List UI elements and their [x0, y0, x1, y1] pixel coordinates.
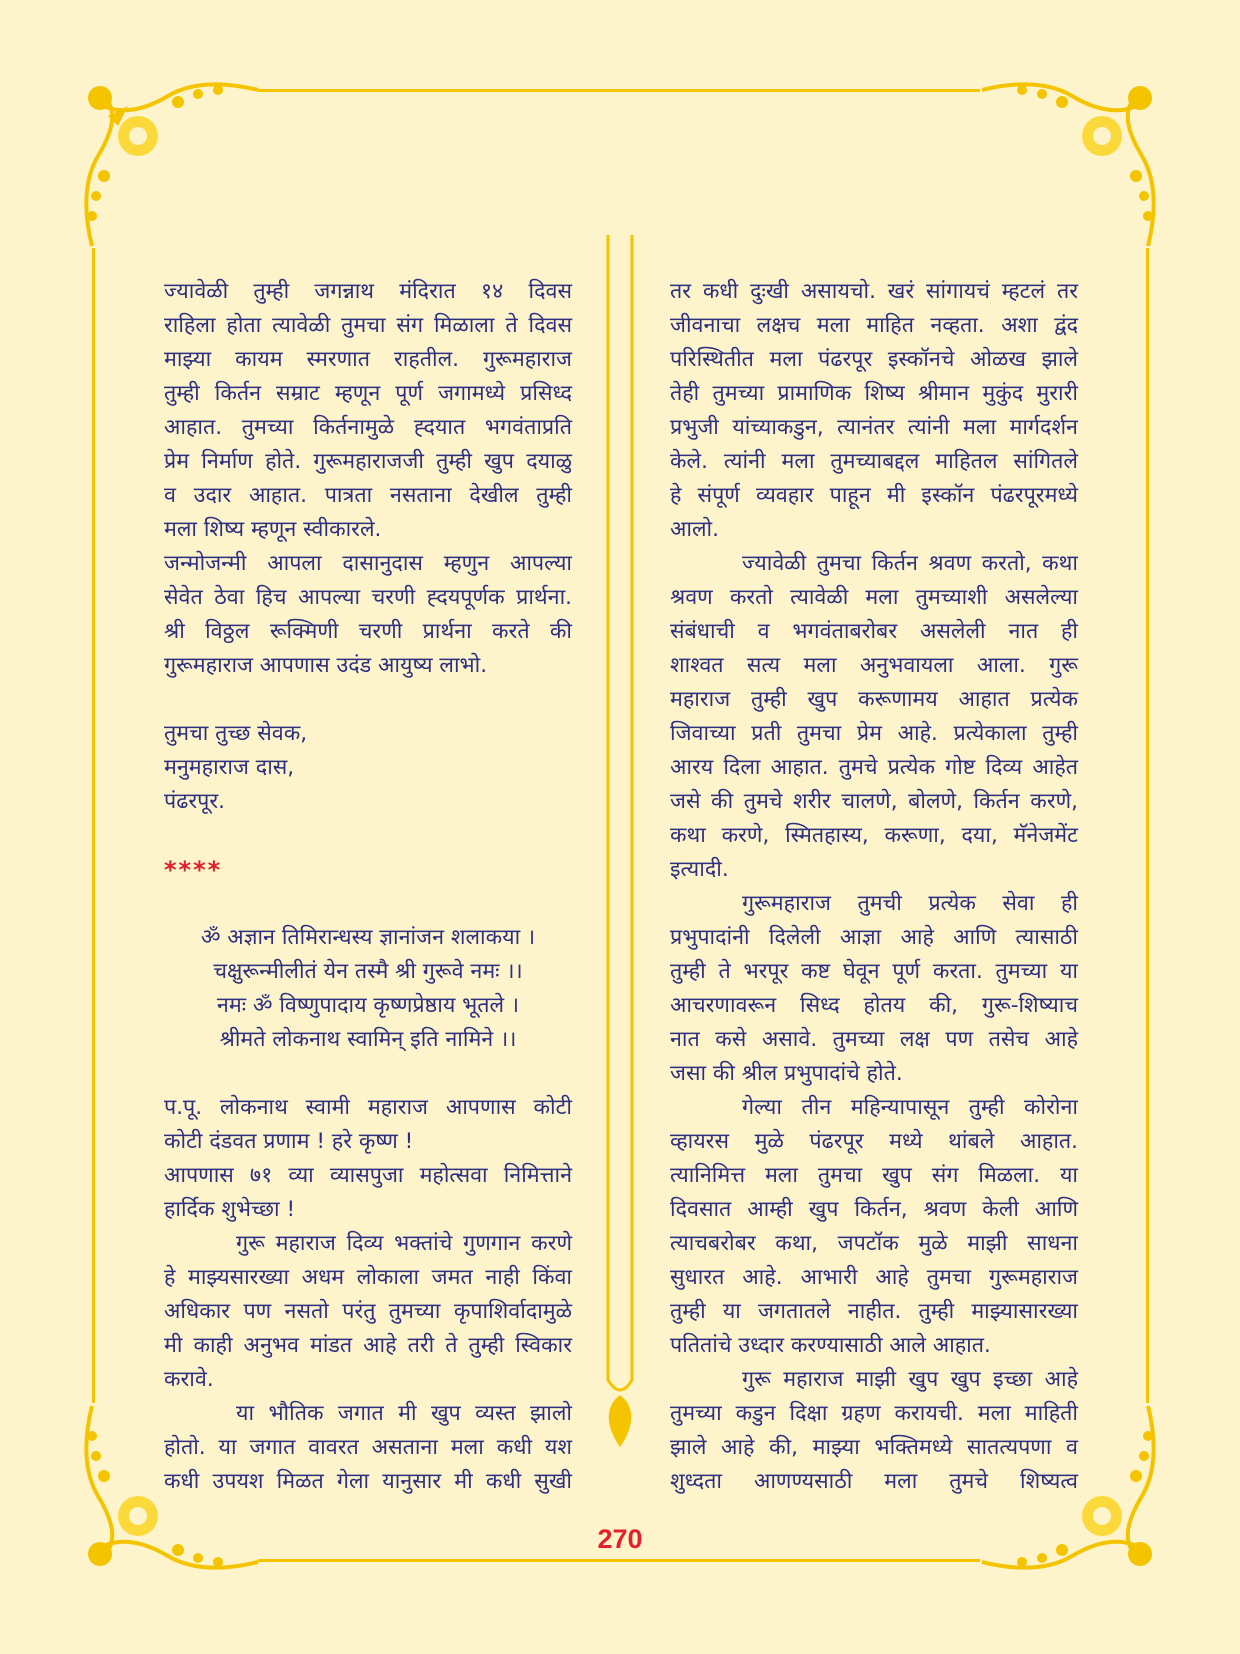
text-line: गुरूमहाराज आपणास उदंड आयुष्य लाभो.: [164, 653, 488, 678]
text-line: होतो. या जगात वावरत असताना मला कधी यश: [164, 1435, 572, 1460]
text-line: कोटी दंडवत प्रणाम ! हरे कृष्ण !: [164, 1129, 414, 1154]
text-line: पतितांचे उध्दार करण्यासाठी आले आहात.: [670, 1333, 991, 1358]
paragraph: [164, 547, 572, 683]
text-line: परिस्थितीत मला पंढरपूर इस्कॉनचे ओळख झाले: [670, 347, 1078, 372]
paragraph: [164, 1397, 572, 1499]
text-line: जिवाच्या प्रती तुमचा प्रेम आहे. प्रत्येकाला तुम्ही: [670, 721, 1078, 746]
paragraph: [670, 1363, 1078, 1499]
border-top: [258, 89, 980, 92]
right-column: [670, 275, 1078, 1499]
signature-line: तुमचा तुच्छ सेवक,: [164, 721, 308, 746]
text-line: शुध्दता आणण्यसाठी मला तुमचे शिष्यत्व: [670, 1469, 1078, 1494]
text-line: तुम्ही या जगतातले नाहीत. तुम्ही माझ्यासारख्या: [670, 1299, 1078, 1324]
text-line: सुधारत आहे. आभारी आहे तुमचा गुरूमहाराज: [670, 1265, 1078, 1290]
paragraph: [670, 547, 1078, 887]
text-line: त्याचबरोबर कथा, जपटॉक मुळे माझी साधना: [670, 1231, 1078, 1256]
text-line: इत्यादी.: [670, 857, 729, 882]
text-line: प्रभुजी यांच्याकडुन, त्यानंतर त्यांनी मला मार्गदर्शन: [670, 415, 1078, 440]
text-line: कधी उपयश मिळत गेला यानुसार मी कधी सुखी: [164, 1469, 572, 1494]
text-line: ज्यावेळी तुम्ही जगन्नाथ मंदिरात १४ दिवस: [164, 279, 572, 304]
shloka-line: चक्षुरून्मीलीतं येन तस्मै श्री गुरूवे नमः ।।: [213, 959, 523, 984]
text-line: करावे.: [164, 1367, 214, 1392]
text-line: तर कधी दुःखी असायचो. खरं सांगायचं म्हटलं तर: [670, 279, 1078, 304]
shloka: [164, 921, 572, 1057]
text-line: शाश्वत सत्य मला अनुभवायला आला. गुरू: [670, 653, 1078, 678]
column-divider: [600, 235, 640, 1450]
text-line: केले. त्यांनी मला तुमच्याबद्दल माहितल सांगितले: [670, 449, 1078, 474]
text-line: गुरूमहाराज तुमची प्रत्येक सेवा ही: [742, 891, 1078, 916]
text-line: गुरू महाराज माझी खुप खुप इच्छा आहे: [742, 1367, 1078, 1392]
border-left: [92, 248, 95, 1403]
paragraph: [670, 275, 1078, 547]
paragraph: [670, 1091, 1078, 1363]
text-line: दिवसात आम्ही खुप किर्तन, श्रवण केली आणि: [670, 1197, 1078, 1222]
text-line: तुम्ही ते भरपूर कष्ट घेवून पूर्ण करता. तुमच्या या: [670, 959, 1078, 984]
shloka-line: ॐ अज्ञान तिमिरान्धस्य ज्ञानांजन शलाकया ।: [200, 925, 536, 950]
paragraph: [670, 887, 1078, 1091]
text-line: व उदार आहात. पात्रता नसताना देखील तुम्ही: [164, 483, 572, 508]
text-line: सेवेत ठेवा हिच आपल्या चरणी ह्दयपूर्णक प्रार्थना.: [164, 585, 572, 610]
text-line: संबंधाची व भगवंताबरोबर असलेली नात ही: [670, 619, 1078, 644]
paragraph: [164, 1091, 572, 1159]
text-line: अधिकार पण नसतो परंतु तुमच्या कृपाशिर्वादामुळे: [164, 1299, 572, 1324]
text-line: जीवनाचा लक्षच मला माहित नव्हता. अशा द्वंद: [670, 313, 1078, 338]
left-column: [164, 275, 572, 1499]
border-right: [1146, 248, 1149, 1403]
corner-ornament-top-right: [972, 76, 1162, 256]
text-line: या भौतिक जगात मी खुप व्यस्त झालो: [236, 1401, 572, 1426]
text-line: व्हायरस मुळे पंढरपूर मध्ये थांबले आहात.: [670, 1129, 1078, 1154]
text-line: जसा की श्रील प्रभुपादांचे होते.: [670, 1061, 903, 1086]
text-line: प.पू. लोकनाथ स्वामी महाराज आपणास कोटी: [164, 1095, 572, 1120]
text-line: आचरणावरून सिध्द होतय की, गुरू-शिष्याच: [670, 993, 1078, 1018]
text-line: नात कसे असावे. तुमच्या लक्ष पण तसेच आहे: [670, 1027, 1078, 1052]
text-line: प्रेम निर्माण होते. गुरूमहाराजजी तुम्ही खुप दयाळु: [164, 449, 572, 474]
shloka-line: नमः ॐ विष्णुपादाय कृष्णप्रेष्ठाय भूतले ।: [216, 993, 520, 1018]
text-line: आरय दिला आहात. तुमचे प्रत्येक गोष्ट दिव्य आहेत: [670, 755, 1078, 780]
text-line: झाले आहे की, माझ्या भक्तिमध्ये सातत्यपणा व: [670, 1435, 1078, 1460]
text-line: हे माझ्यसारख्या अधम लोकाला जमत नाही किंवा: [164, 1265, 572, 1290]
shloka-line: श्रीमते लोकनाथ स्वामिन् इति नामिने ।।: [219, 1027, 517, 1052]
text-line: तेही तुमच्या प्रामाणिक शिष्य श्रीमान मुकुंद मुरारी: [670, 381, 1078, 406]
text-line: गेल्या तीन महिन्यापासून तुम्ही कोरोना: [742, 1095, 1078, 1120]
text-line: आहात. तुमच्या किर्तनामुळे ह्दयात भगवंताप्रति: [164, 415, 572, 440]
text-line: महाराज तुम्ही खुप करूणामय आहात प्रत्येक: [670, 687, 1078, 712]
left-top-paragraphs: [164, 275, 572, 683]
signature-line: मनुमहाराज दास,: [164, 755, 295, 780]
text-line: राहिला होता त्यावेळी तुमचा संग मिळाला ते दिवस: [164, 313, 572, 338]
text-line: जन्मोजन्मी आपला दासानुदास म्हणुन आपल्या: [164, 551, 572, 576]
paragraph: [164, 1159, 572, 1227]
text-line: मी काही अनुभव मांडत आहे तरी ते तुम्ही स्विकार: [164, 1333, 572, 1358]
corner-ornament-top-left: [78, 76, 268, 256]
section-separator: ****: [164, 856, 223, 884]
text-line: हे संपूर्ण व्यवहार पाहून मी इस्कॉन पंढरपूरमध्ये: [670, 483, 1078, 508]
signature-line: पंढरपूर.: [164, 789, 225, 814]
border-bottom: [258, 1559, 980, 1562]
text-line: त्यानिमित्त मला तुमचा खुप संग मिळला. या: [670, 1163, 1078, 1188]
text-line: आपणास ७१ व्या व्यासपुजा महोत्सवा निमित्ताने: [164, 1163, 572, 1188]
text-line: आलो.: [670, 517, 719, 542]
paragraph: [164, 1227, 572, 1397]
text-line: प्रभुपादांनी दिलेली आज्ञा आहे आणि त्यासाठी: [670, 925, 1078, 950]
signature-block: [164, 717, 572, 819]
text-line: तुमच्या कडुन दिक्षा ग्रहण करायची. मला माहिती: [670, 1401, 1078, 1426]
text-line: तुम्ही किर्तन सम्राट म्हणून पूर्ण जगामध्ये प्रसिध्द: [164, 381, 572, 406]
text-line: हार्दिक शुभेच्छा !: [164, 1197, 296, 1222]
left-bottom-paragraphs: [164, 1091, 572, 1499]
text-line: मला शिष्य म्हणून स्वीकारले.: [164, 517, 382, 542]
page-number: 270: [597, 1524, 643, 1554]
text-line: गुरू महाराज दिव्य भक्तांचे गुणगान करणे: [236, 1231, 572, 1256]
text-line: श्रवण करतो त्यावेळी मला तुमच्याशी असलेल्या: [670, 585, 1078, 610]
paragraph: [164, 275, 572, 547]
text-line: कथा करणे, स्मितहास्य, करूणा, दया, मॅनेजमेंट: [670, 823, 1078, 848]
text-line: माझ्या कायम स्मरणात राहतील. गुरूमहाराज: [164, 347, 572, 372]
text-line: ज्यावेळी तुमचा किर्तन श्रवण करतो, कथा: [742, 551, 1078, 576]
text-line: श्री विठ्ठल रूक्मिणी चरणी प्रार्थना करते की: [164, 619, 572, 644]
text-line: जसे की तुमचे शरीर चालणे, बोलणे, किर्तन करणे,: [670, 789, 1078, 814]
